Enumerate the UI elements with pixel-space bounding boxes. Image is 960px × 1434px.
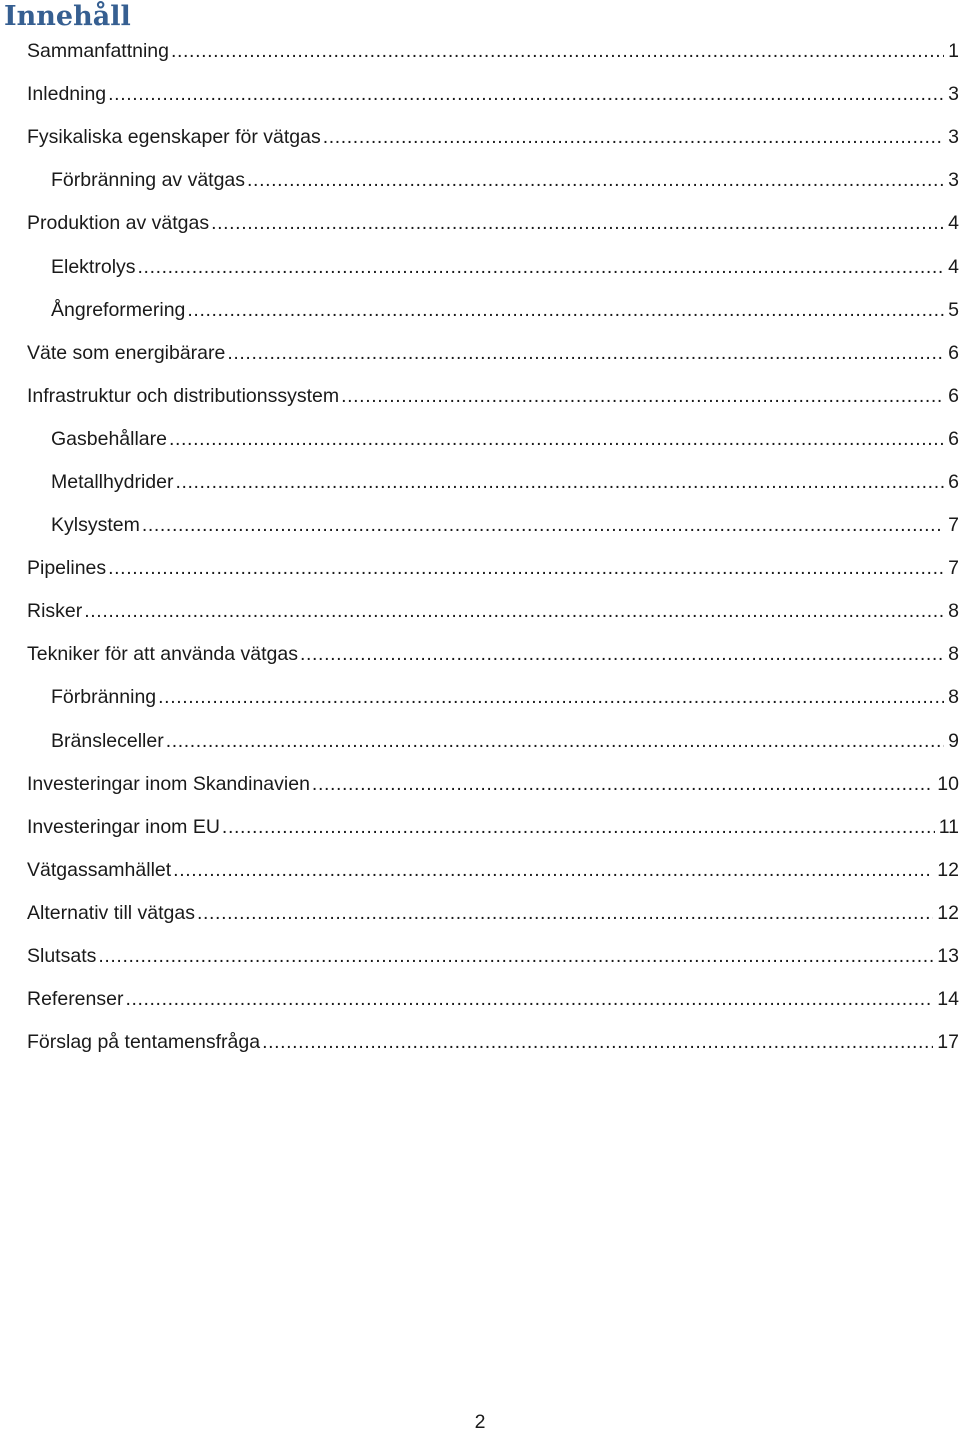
toc-entry-page: 9: [948, 729, 959, 752]
toc-entry-title: Elektrolys: [51, 255, 136, 278]
toc-entry-title: Kylsystem: [51, 514, 140, 537]
dot-leader: [341, 385, 944, 408]
toc-entry-page: 8: [948, 600, 959, 623]
dot-leader: [173, 859, 933, 882]
toc-entry-forslag-pa-tentamensfraga[interactable]: [0, 1021, 960, 1064]
dot-leader: [197, 902, 933, 925]
dot-leader: [262, 1031, 933, 1054]
toc-entry-gasbehallare[interactable]: [0, 418, 960, 461]
toc-entry-investeringar-eu[interactable]: [0, 806, 960, 849]
toc-entry-risker[interactable]: [0, 590, 960, 633]
toc-entry-page: 3: [948, 83, 959, 106]
dot-leader: [166, 730, 944, 753]
toc-entry-title: Investeringar inom EU: [27, 815, 220, 838]
toc-entry-page: 6: [948, 341, 959, 364]
dot-leader: [171, 40, 944, 63]
toc-entry-title: Förbränning av vätgas: [51, 169, 246, 192]
dot-leader: [187, 299, 944, 322]
toc-entry-page: 4: [948, 255, 959, 278]
toc-entry-title: Metallhydrider: [51, 470, 174, 493]
dot-leader: [84, 600, 944, 623]
toc-entry-alternativ-till-vatgas[interactable]: [0, 892, 960, 935]
toc-entry-title: Tekniker för att använda vätgas: [27, 643, 298, 666]
toc-entry-bransleceller[interactable]: [0, 720, 960, 763]
toc-entry-page: 10: [937, 772, 959, 795]
toc-entry-title: Ångreformering: [51, 298, 186, 321]
toc-entry-referenser[interactable]: [0, 978, 960, 1021]
toc-entry-forbranning-av-vatgas[interactable]: [0, 159, 960, 202]
toc-entry-angreformering[interactable]: [0, 289, 960, 332]
dot-leader: [169, 428, 944, 451]
toc-entry-title: Väte som energibärare: [27, 341, 226, 364]
toc-entry-page: 12: [937, 901, 959, 924]
dot-leader: [125, 988, 933, 1011]
toc-entry-title: Fysikaliska egenskaper för vätgas: [27, 126, 321, 149]
toc-entry-title: Referenser: [27, 988, 124, 1011]
toc-entry-title: Produktion av vätgas: [27, 212, 210, 235]
toc-entry-inledning[interactable]: [0, 73, 960, 116]
toc-entry-title: Bränsleceller: [51, 729, 164, 752]
toc-entry-page: 8: [948, 686, 959, 709]
toc-entry-page: 4: [948, 212, 959, 235]
toc-heading: Innehåll: [4, 1, 131, 32]
dot-leader: [142, 514, 944, 537]
dot-leader: [108, 83, 944, 106]
toc-entry-produktion-av-vatgas[interactable]: [0, 202, 960, 245]
toc-entry-slutsats[interactable]: [0, 935, 960, 978]
toc-entry-page: 12: [937, 858, 959, 881]
toc-entry-title: Vätgassamhället: [27, 858, 172, 881]
toc-entry-sammanfattning[interactable]: [0, 30, 960, 73]
dot-leader: [247, 169, 944, 192]
table-of-contents: [0, 30, 960, 1064]
toc-entry-title: Alternativ till vätgas: [27, 901, 195, 924]
toc-entry-title: Gasbehållare: [51, 427, 167, 450]
toc-entry-title: Slutsats: [27, 945, 97, 968]
dot-leader: [138, 256, 945, 279]
dot-leader: [312, 773, 933, 796]
toc-entry-forbranning[interactable]: [0, 676, 960, 719]
toc-entry-title: Infrastruktur och distributionssystem: [27, 384, 340, 407]
dot-leader: [98, 945, 933, 968]
toc-entry-title: Risker: [27, 600, 83, 623]
toc-entry-page: 14: [937, 988, 959, 1011]
toc-entry-tekniker[interactable]: [0, 633, 960, 676]
toc-entry-title: Inledning: [27, 83, 107, 106]
toc-entry-page: 13: [937, 945, 959, 968]
dot-leader: [158, 686, 944, 709]
toc-entry-page: 11: [938, 815, 959, 838]
toc-entry-page: 3: [948, 126, 959, 149]
toc-entry-page: 6: [948, 384, 959, 407]
toc-entry-title: Sammanfattning: [27, 40, 169, 63]
toc-entry-vate-som-energibarare[interactable]: [0, 332, 960, 375]
toc-entry-vatgassamhallet[interactable]: [0, 849, 960, 892]
dot-leader: [211, 212, 944, 235]
toc-entry-elektrolys[interactable]: [0, 245, 960, 288]
dot-leader: [175, 471, 944, 494]
toc-entry-fysikaliska-egenskaper[interactable]: [0, 116, 960, 159]
toc-entry-page: 1: [948, 40, 959, 63]
toc-entry-page: 8: [948, 643, 959, 666]
toc-entry-title: Förbränning: [51, 686, 157, 709]
toc-entry-pipelines[interactable]: [0, 547, 960, 590]
toc-entry-title: Förslag på tentamensfråga: [27, 1031, 261, 1054]
toc-entry-page: 17: [937, 1031, 959, 1054]
dot-leader: [227, 342, 944, 365]
toc-entry-page: 5: [948, 298, 959, 321]
dot-leader: [300, 643, 944, 666]
toc-entry-metallhydrider[interactable]: [0, 461, 960, 504]
toc-entry-kylsystem[interactable]: [0, 504, 960, 547]
dot-leader: [323, 126, 944, 149]
toc-entry-investeringar-skandinavien[interactable]: [0, 763, 960, 806]
toc-entry-infrastruktur[interactable]: [0, 375, 960, 418]
toc-entry-page: 6: [948, 427, 959, 450]
toc-entry-page: 7: [948, 514, 959, 537]
page-number: 2: [474, 1411, 486, 1433]
toc-entry-page: 3: [948, 169, 959, 192]
dot-leader: [108, 557, 944, 580]
toc-entry-title: Pipelines: [27, 557, 107, 580]
toc-entry-page: 6: [948, 470, 959, 493]
toc-entry-page: 7: [948, 557, 959, 580]
toc-entry-title: Investeringar inom Skandinavien: [27, 772, 310, 795]
dot-leader: [222, 816, 935, 839]
